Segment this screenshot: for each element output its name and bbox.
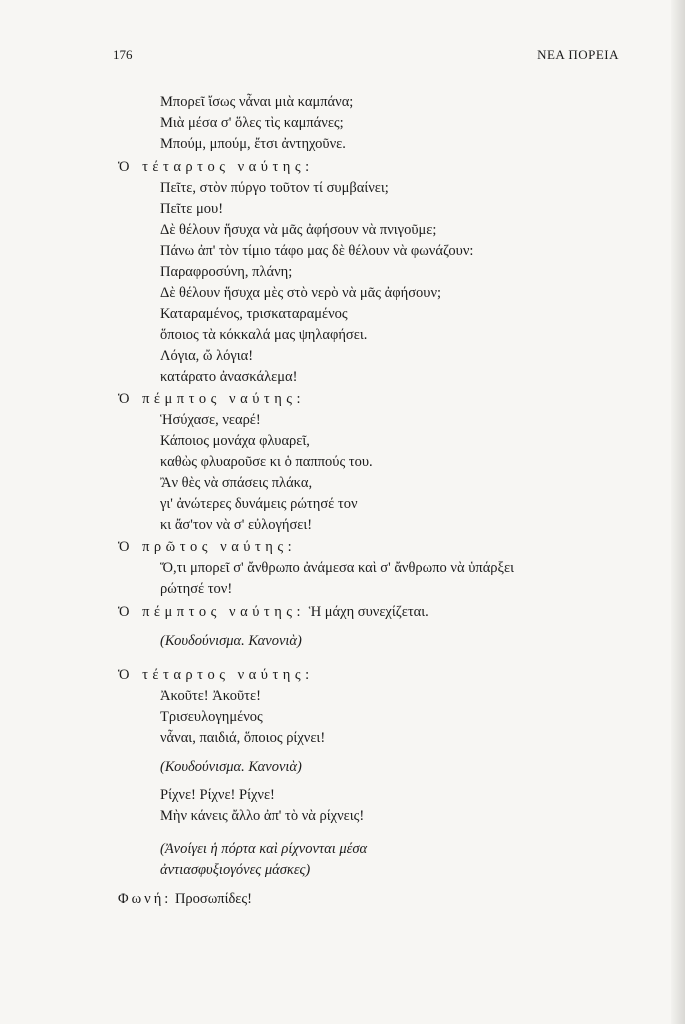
speaker-text: Προσωπίδες! [174,891,252,907]
verse-line: Κάποιος μονάχα φλυαρεῖ, [160,433,310,449]
verse-line: Μπούμ, μπούμ, ἔτσι ἀντηχοῦνε. [160,136,346,152]
verse-line: Ἡσύχασε, νεαρέ! [160,412,261,428]
verse-line: Μὴν κάνεις ἄλλο ἀπ' τὸ νὰ ρίχνεις! [160,808,365,824]
verse-line: Ρίχνε! Ρίχνε! Ρίχνε! [160,787,275,803]
verse-line: Δὲ θέλουν ἥσυχα νὰ μᾶς ἀφήσουν νὰ πνιγοῦμε; [160,222,437,238]
stage-direction: (Κουδούνισμα. Κανονιὰ) [160,759,302,775]
verse-line: Ἀκοῦτε! Ἀκοῦτε! [160,688,261,704]
running-head [113,47,619,67]
page-number: 176 [113,47,133,62]
verse-line: ρώτησέ τον! [160,581,233,597]
verse-line: Μιὰ μέσα σ' ὅλες τὶς καμπάνες; [160,115,344,131]
speaker-name: Ὁ πρῶτος ναύτης: [118,539,297,555]
verse-line: Τρισευλογημένος [160,709,263,725]
voice-line [118,890,252,908]
speaker-text: Ἡ μάχη συνεχίζεται. [308,604,429,620]
verse-line: Ἂν θὲς νὰ σπάσεις πλάκα, [160,475,313,491]
speaker-line [118,603,429,621]
stage-direction: (Ἀνοίγει ἡ πόρτα καὶ ρίχνονται μέσα [160,841,368,857]
verse-line: κι ἄσ'τον νὰ σ' εὐλογήσει! [160,517,313,533]
verse-line: νἆναι, παιδιά, ὅποιος ρίχνει! [160,730,326,746]
verse-line: κατάρατο ἀνασκάλεμα! [160,369,298,385]
verse-line: Πάνω ἀπ' τὸν τίμιο τάφο μας δὲ θέλουν νὰ φωνάζουν: [160,243,474,259]
verse-line: Ὅ,τι μπορεῖ σ' ἄνθρωπο ἀνάμεσα καὶ σ' ἄνθρωπο νὰ ὑπάρξει [160,560,514,576]
verse-line: ὅποιος τὰ κόκκαλά μας ψηλαφήσει. [160,327,368,343]
verse-line: Καταραμένος, τρισκαταραμένος [160,306,348,322]
journal-title: ΝΕΑ ΠΟΡΕΙΑ [537,47,619,62]
speaker-name: Ὁ τέταρτος ναύτης: [118,667,314,683]
verse-line: Μπορεῖ ἴσως νἆναι μιὰ καμπάνα; [160,94,354,110]
speaker-name: Ὁ τέταρτος ναύτης: [118,159,314,175]
speaker-name: Ὁ πέμπτος ναύτης: [118,391,306,407]
stage-direction: (Κουδούνισμα. Κανονιὰ) [160,633,302,649]
verse-line: Λόγια, ὤ λόγια! [160,348,254,364]
verse-line: Δὲ θέλουν ἥσυχα μὲς στὸ νερὸ νὰ μᾶς ἀφήσουν; [160,285,442,301]
page-edge-shadow [671,0,685,1024]
verse-line: Πεῖτε, στὸν πύργο τοῦτον τί συμβαίνει; [160,180,389,196]
verse-line: γι' ἀνώτερες δυνάμεις ρώτησέ τον [160,496,358,512]
speaker-name: Φωνή: [118,891,172,907]
speaker-name: Ὁ πέμπτος ναύτης: [118,604,306,620]
verse-line: Πεῖτε μου! [160,201,224,217]
stage-direction: ἀντιασφυξιογόνες μάσκες) [160,862,311,878]
verse-line: Παραφροσύνη, πλάνη; [160,264,293,280]
verse-line: καθὼς φλυαροῦσε κι ὁ παππούς του. [160,454,373,470]
